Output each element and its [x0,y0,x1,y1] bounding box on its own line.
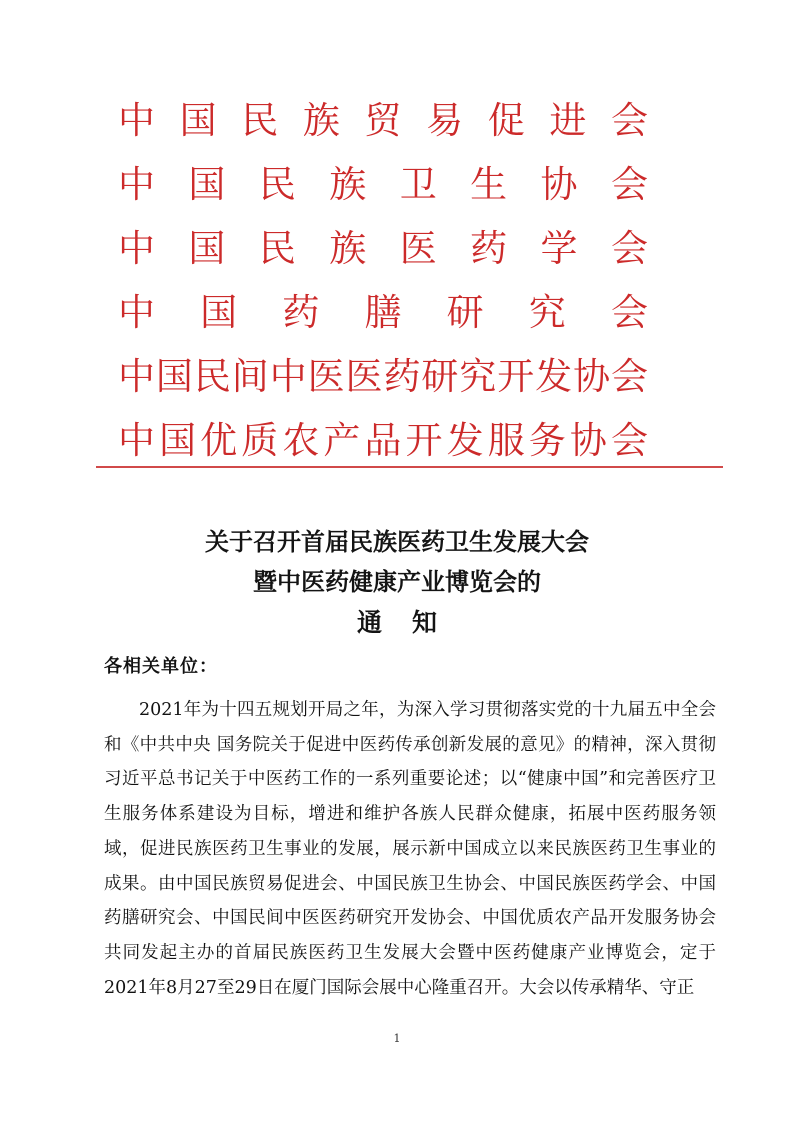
organization-char: 会 [610,226,648,270]
organization-char: 发 [535,354,573,398]
organization-char: 会 [610,354,648,398]
organization-char: 国 [179,98,217,142]
organization-char: 国 [188,162,226,206]
organization-char: 民 [258,162,296,206]
organization-name [118,88,648,152]
page-number: 1 [393,1032,401,1045]
organization-char: 促 [487,98,525,142]
organization-char: 会 [610,162,648,206]
organization-char: 中 [118,418,155,462]
organization-char: 药 [470,226,508,270]
organization-char: 易 [426,98,464,142]
organization-char: 医 [307,354,345,398]
organization-char: 开 [405,418,443,462]
organization-char: 协 [540,162,578,206]
title-line-1: 关于召开首届民族医药卫生发展大会 [205,528,589,556]
organization-char: 中 [118,98,155,142]
organization-char: 国 [155,354,193,398]
organization-char: 族 [329,162,367,206]
organization-char: 农 [282,418,320,462]
organization-char: 会 [610,418,648,462]
organization-char: 医 [399,226,437,270]
organization-char: 民 [241,98,279,142]
organization-name [118,280,648,344]
organization-char: 药 [383,354,421,398]
organization-char: 中 [118,290,155,334]
organization-char: 研 [446,290,484,334]
organization-char: 族 [329,226,367,270]
body-paragraph: 2021年为十四五规划开局之年，为深入学习贯彻落实党的十九届五中全会和《中共中央 国务院关于促进中医药传承创新发展的意见》的精神，深入贯彻习近平总书记关于中医药工作的一系列重要论述；以“健康中国”和完善医疗卫生服务体系建设为目标，增进和维护各族人民群众健康，拓展中医药服务领域，促进民族医药卫生事业的发展，展示新中国成立以来民族医药卫生事业的成果。由中国民族贸易促进会、中国民族卫生协会、中国民族医药学会、中国药膳研究会、中国民间中医医药研究开发协会、中国优质农产品开发服务协会共同发起主办的首届民族医药卫生发展大会暨中医药健康产业博览会，定于2021年8月27至29日在厦门国际会展中心隆重召开。大会以传承精华、守正 [104,700,716,998]
organization-name [118,408,648,472]
organization-char: 究 [459,354,497,398]
organization-masthead [118,88,648,472]
organization-char: 会 [610,290,648,334]
organization-char: 优 [200,418,238,462]
organization-char: 产 [323,418,361,462]
organization-char: 国 [200,290,238,334]
organization-char: 国 [188,226,226,270]
organization-name [118,152,648,216]
organization-char: 进 [549,98,587,142]
organization-char: 务 [528,418,566,462]
organization-char: 协 [573,354,611,398]
document-title [0,522,794,644]
organization-char: 学 [540,226,578,270]
organization-char: 服 [487,418,525,462]
organization-char: 民 [193,354,231,398]
organization-char: 研 [421,354,459,398]
organization-char: 中 [118,162,155,206]
organization-char: 医 [345,354,383,398]
organization-char: 膳 [364,290,402,334]
organization-char: 发 [446,418,484,462]
organization-char: 开 [497,354,535,398]
organization-char: 族 [302,98,340,142]
organization-char: 中 [118,226,155,270]
organization-char: 间 [231,354,269,398]
masthead-divider [96,466,723,468]
organization-char: 国 [159,418,197,462]
organization-char: 贸 [364,98,402,142]
organization-char: 中 [269,354,307,398]
organization-char: 生 [470,162,508,206]
organization-name [118,344,648,408]
organization-char: 卫 [399,162,437,206]
organization-char: 质 [241,418,279,462]
organization-name [118,216,648,280]
organization-char: 协 [569,418,607,462]
organization-char: 品 [364,418,402,462]
salutation: 各相关单位： [104,656,218,677]
organization-char: 中 [118,354,155,398]
organization-char: 究 [528,290,566,334]
organization-char: 药 [282,290,320,334]
title-line-2: 暨中医药健康产业博览会的 [253,568,541,596]
organization-char: 民 [258,226,296,270]
title-line-3: 通知 [356,608,467,637]
organization-char: 会 [611,98,648,142]
